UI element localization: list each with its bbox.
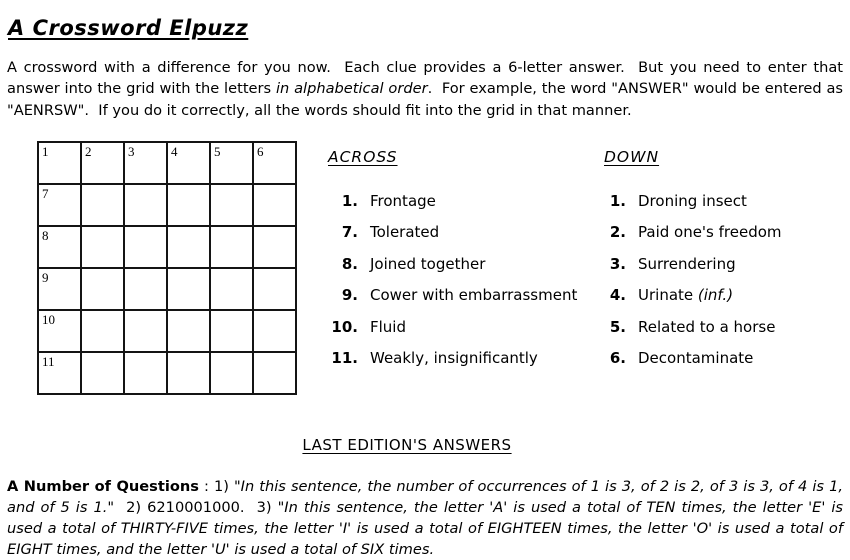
across-clue-text: Frontage [370,192,436,210]
grid-cell [167,226,210,268]
down-clue-text: Paid one's freedom [638,223,782,242]
down-clue-list [604,192,782,380]
intro-text-1: A crossword with a difference for you now. Each clue provides a 6-letter answer. But you need to enter that answer into the grid with the letters [7,58,848,98]
grid-cell [81,226,124,268]
grid-cell [124,352,167,394]
grid-cell [124,184,167,226]
grid-cell [210,352,253,394]
across-heading: ACROSS [328,148,398,166]
answers-quote-2: "In this sentence, the letter 'A' is used a total of TEN times, the letter 'E' is used a total of THIRTY-FIVE times, the letter 'I' is used a total of EIGHTEEN times, the letter 'O' is used a total of EIGHT times, and the letter 'U' is used a total of SIX times. [7,498,848,558]
across-clue-text: Weakly, insignificantly [370,348,538,367]
grid-row [38,184,296,226]
down-clues-section [604,148,782,380]
grid-cell [253,268,296,310]
answers-lead: A Number of Questions [7,477,199,495]
grid-cell [253,226,296,268]
across-clue-text: Joined together [370,254,486,273]
across-clue-list [328,192,577,380]
grid-cell [167,184,210,226]
intro-text-italic: in alphabetical order [275,80,428,98]
across-clue [328,223,577,254]
across-clue-number: 11. [331,348,358,367]
down-clue-number: 1. [609,192,626,210]
down-clue [604,318,782,349]
grid-row [38,352,296,394]
down-clue-text-italic: (inf.) [697,286,734,305]
grid-cell [167,352,210,394]
across-clue [328,349,577,380]
grid-cell [253,310,296,352]
grid-cell [81,310,124,352]
across-clue-number: 7. [341,223,358,242]
down-clue-number: 6. [609,348,626,367]
grid-cell [210,268,253,310]
grid-cell [253,184,296,226]
down-clue-text: Decontaminate [638,348,754,367]
grid-cell: 11 [38,352,81,394]
across-clue-text: Fluid [370,317,406,336]
down-clue [604,286,782,317]
grid-row [38,268,296,310]
down-clue [604,223,782,254]
grid-cell [167,310,210,352]
down-clue [604,349,782,380]
grid-cell [210,310,253,352]
across-clue-number: 10. [331,317,358,336]
across-clue [328,192,577,223]
across-clue-text: Cower with embarrassment [370,286,578,305]
down-clue-text: Urinate [638,286,698,305]
grid-cell: 8 [38,226,81,268]
grid-cell [210,226,253,268]
page-title: A Crossword Elpuzz [8,16,249,41]
grid-cell [81,352,124,394]
down-heading: DOWN [604,148,660,166]
grid-cell: 10 [38,310,81,352]
crossword-grid [37,141,297,395]
answers-middle: 2) 6210001000. 3) [114,498,278,516]
down-clue-number: 3. [609,254,626,273]
grid-cell: 5 [210,142,253,184]
across-clue-number: 1. [341,192,358,210]
grid-cell: 9 [38,268,81,310]
grid-row [38,226,296,268]
down-clue-number: 4. [609,286,626,305]
down-clue-number: 2. [609,223,626,242]
down-clue [604,192,782,223]
down-clue-text: Related to a horse [638,317,776,336]
grid-cell: 1 [38,142,81,184]
down-clue-text: Surrendering [638,254,736,273]
grid-cell [210,184,253,226]
grid-cell: 6 [253,142,296,184]
grid-cell [124,268,167,310]
grid-cell: 3 [124,142,167,184]
grid-row [38,142,296,184]
across-clue-number: 8. [341,254,358,273]
grid-cell [81,268,124,310]
grid-cell [124,310,167,352]
answers-separator: : 1) [198,477,234,495]
answers-heading-wrap [0,436,850,454]
grid-cell [167,268,210,310]
intro-text-2: . For example, the word "ANSWER" would be entered as "AENRSW". If you do it correctly, all the words should fit into the grid in that manner. [7,80,848,119]
intro-paragraph [7,57,848,122]
down-clue-text: Droning insect [638,192,747,210]
across-clue [328,286,577,317]
grid-cell [124,226,167,268]
across-clue-text: Tolerated [370,223,440,242]
grid-cell: 7 [38,184,81,226]
grid-cell: 2 [81,142,124,184]
grid-cell: 4 [167,142,210,184]
across-clue-number: 9. [341,286,358,305]
across-clue [328,318,577,349]
answers-heading: LAST EDITION'S ANSWERS [302,436,512,454]
grid-cell [81,184,124,226]
across-clues-section [328,148,577,380]
answers-paragraph [7,476,848,560]
grid-cell [253,352,296,394]
answers-quote-1: "In this sentence, the number of occurrences of 1 is 3, of 2 is 2, of 3 is 3, of 4 is 1, and of 5 is 1." [7,477,848,516]
down-clue [604,255,782,286]
down-clue-number: 5. [609,317,626,336]
across-clue [328,255,577,286]
grid-row [38,310,296,352]
